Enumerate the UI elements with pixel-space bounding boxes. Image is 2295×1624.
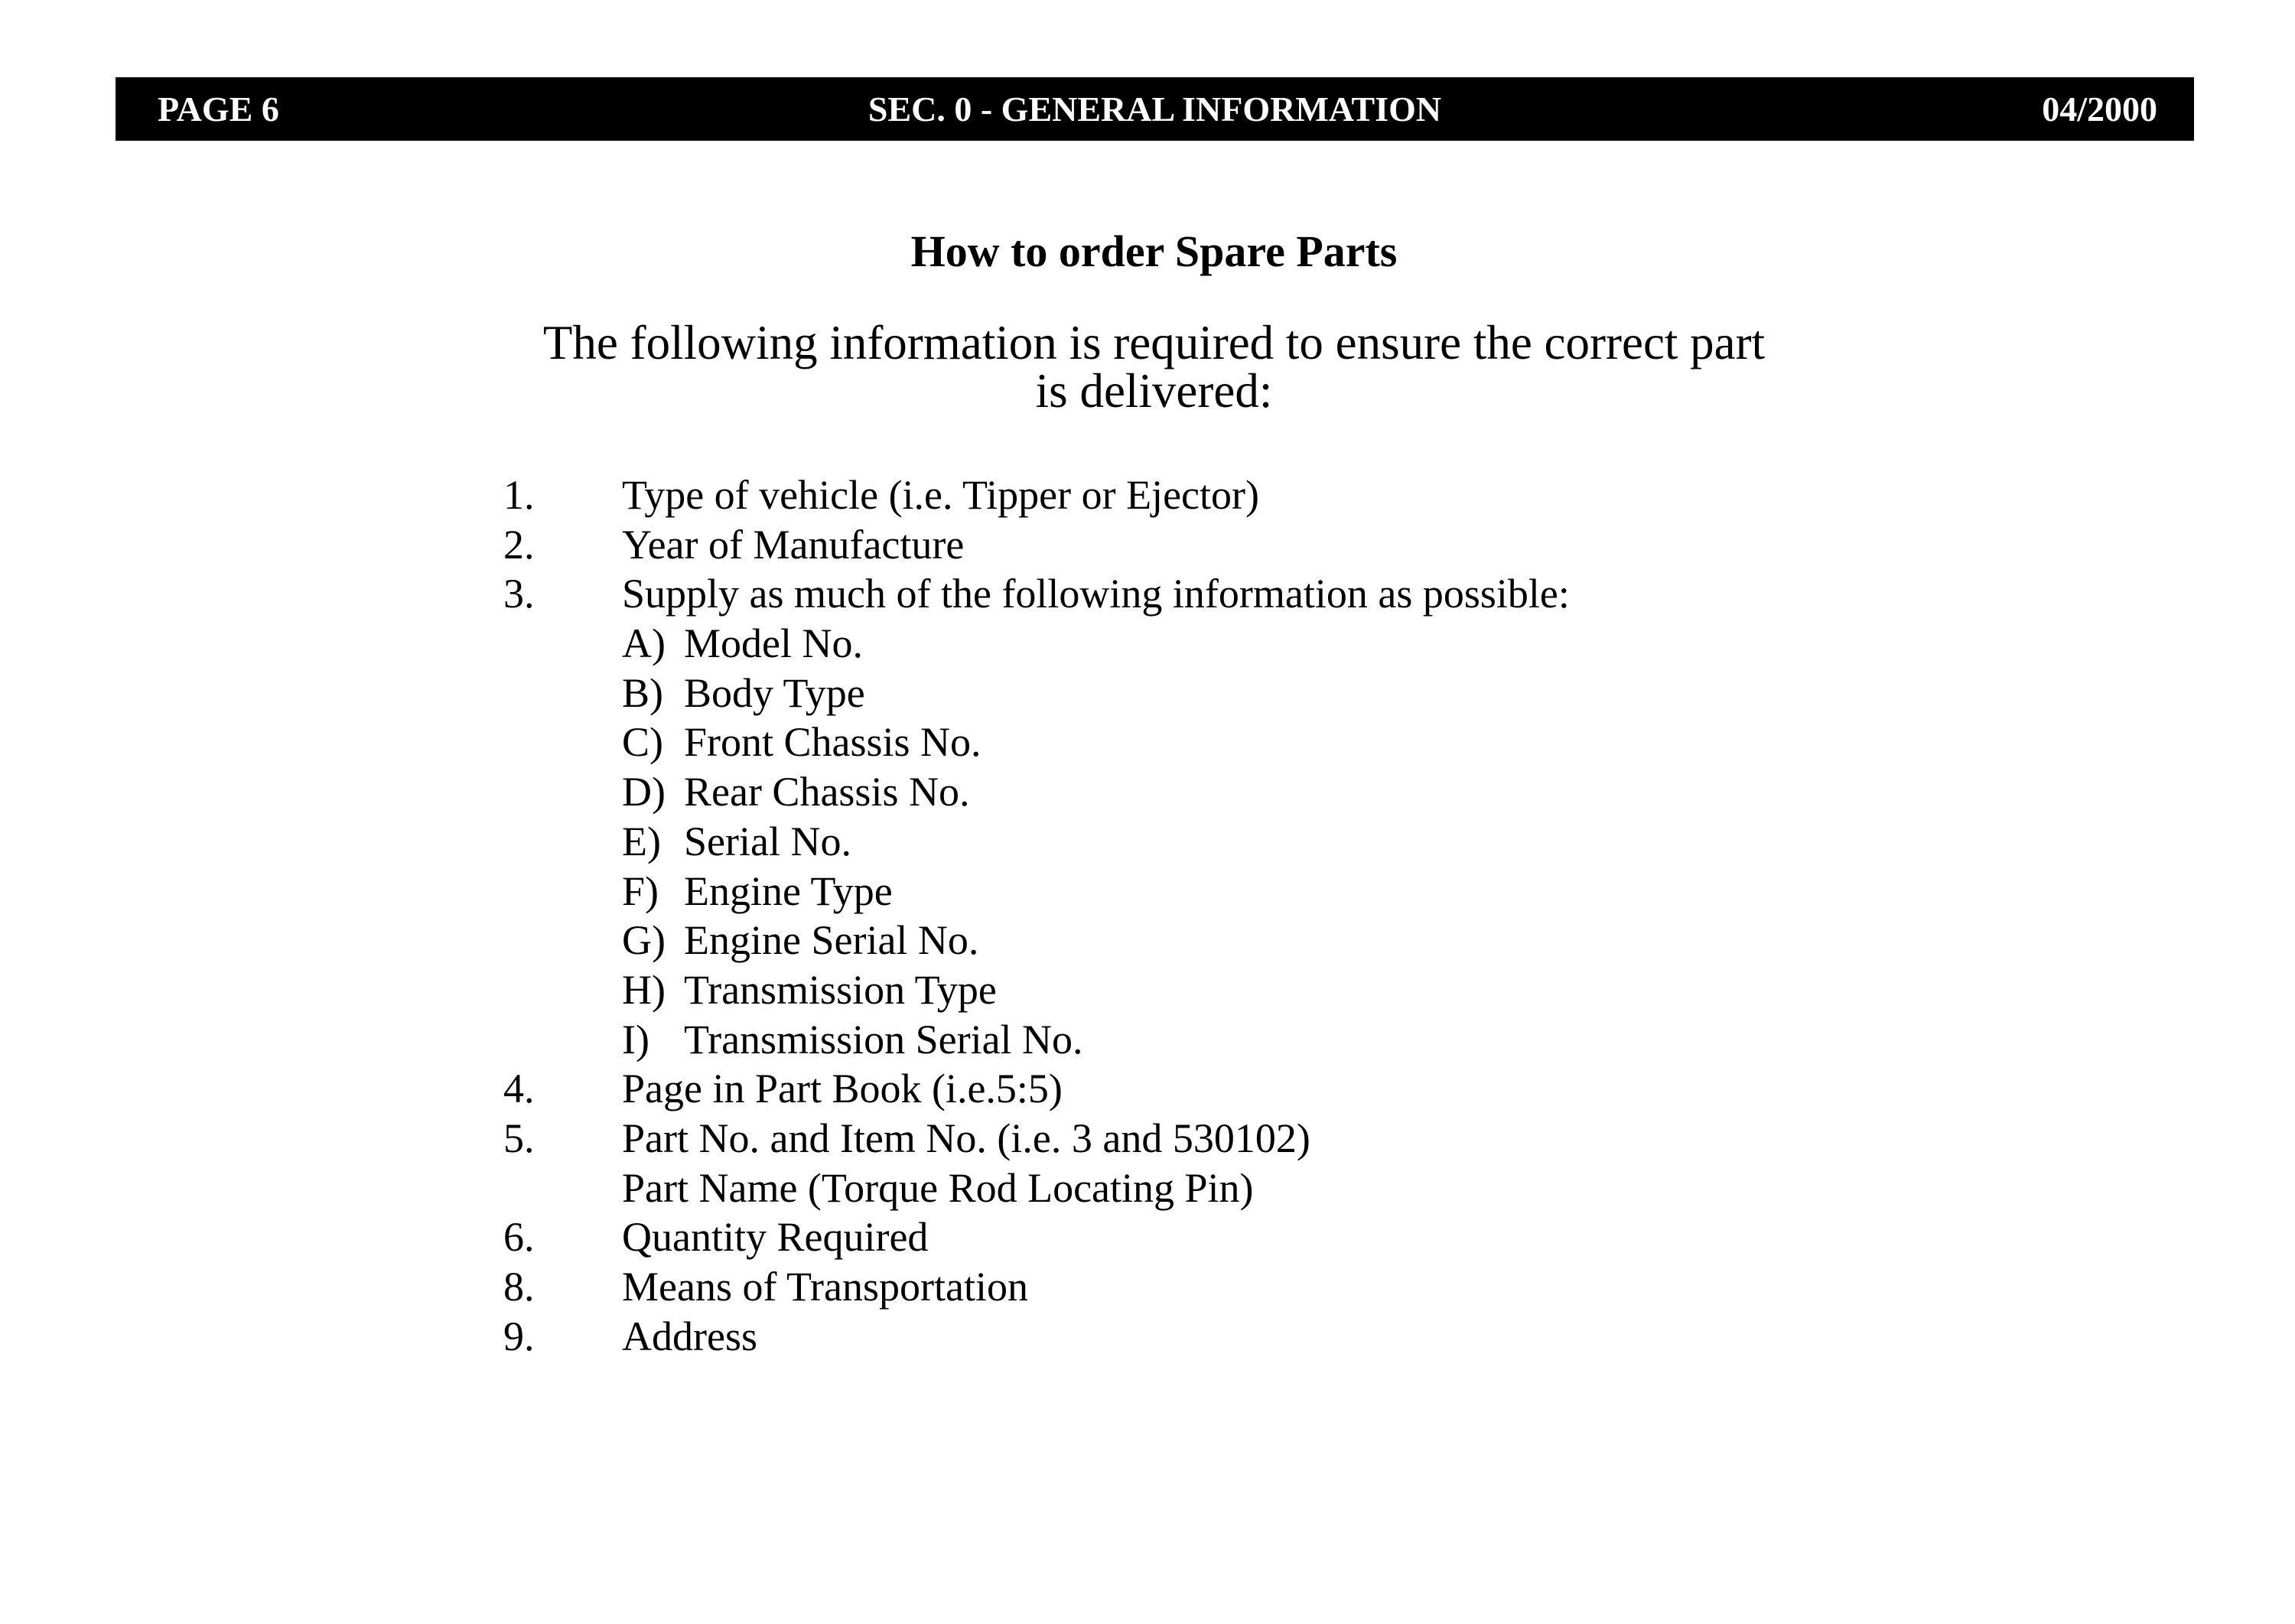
intro-line-2: is delivered: [1035,364,1273,418]
item-text: Address [622,1313,757,1359]
sub-item-letter: B) [622,669,663,716]
item-text: Year of Manufacture [622,521,965,568]
page-title: How to order Spare Parts [910,226,1398,276]
sub-item-text: Body Type [684,669,865,716]
item-number: 1. [503,472,535,518]
sub-item-text: Model No. [684,620,863,667]
item-text: Quantity Required [622,1214,929,1261]
sub-item-letter: A) [622,620,666,667]
item-number: 2. [503,521,535,568]
sub-item-letter: H) [622,966,666,1013]
order-requirements-list [503,470,1570,1361]
sub-item-text: Engine Serial No. [684,917,979,964]
sub-item-letter: I) [622,1016,649,1063]
sub-item-letter: D) [622,769,666,815]
item-text: Type of vehicle (i.e. Tipper or Ejector) [622,472,1259,518]
sub-list-item [503,767,1570,817]
item-number: 5. [503,1115,535,1161]
item-number: 8. [503,1264,535,1310]
item-number: 4. [503,1066,535,1112]
sub-list-item [503,1015,1570,1065]
sub-item-text: Rear Chassis No. [684,769,970,815]
sub-item-text: Engine Type [684,867,893,914]
sub-item-letter: C) [622,719,663,766]
sub-item-letter: F) [622,867,659,914]
list-item [503,1262,1570,1312]
intro-line-1: The following information is required to ensure the correct part [542,316,1766,369]
page-number: PAGE 6 [158,89,279,129]
list-item [503,1064,1570,1114]
sub-list-item [503,965,1570,1015]
sub-list-item [503,817,1570,867]
sub-item-letter: G) [622,917,666,964]
intro-paragraph [0,316,2295,418]
list-item [503,1114,1570,1163]
sub-list-item [503,619,1570,669]
sub-list-item [503,916,1570,965]
sub-item-text: Transmission Serial No. [684,1016,1083,1063]
sub-list-item [503,867,1570,916]
list-item [503,569,1570,619]
sub-item-letter: E) [622,818,661,864]
sub-item-text: Transmission Type [684,966,997,1013]
item-number: 3. [503,571,535,617]
item-continuation-text: Part Name (Torque Rod Locating Pin) [622,1164,1254,1211]
list-item-continuation [503,1163,1570,1213]
sub-list-item [503,718,1570,767]
item-text: Page in Part Book (i.e.5:5) [622,1066,1063,1112]
item-text: Supply as much of the following information as possible: [622,571,1570,617]
revision-date: 04/2000 [2042,89,2157,129]
sub-list-item [503,669,1570,718]
list-item [503,520,1570,570]
sub-item-text: Front Chassis No. [684,719,981,766]
list-item [503,1312,1570,1362]
item-text: Means of Transportation [622,1264,1028,1310]
item-number: 9. [503,1313,535,1359]
section-title: SEC. 0 - GENERAL INFORMATION [868,89,1442,129]
sub-item-text: Serial No. [684,818,851,864]
item-text: Part No. and Item No. (i.e. 3 and 530102) [622,1115,1310,1161]
page-header-bar [116,77,2194,141]
item-number: 6. [503,1214,535,1261]
list-item [503,470,1570,520]
list-item [503,1212,1570,1262]
